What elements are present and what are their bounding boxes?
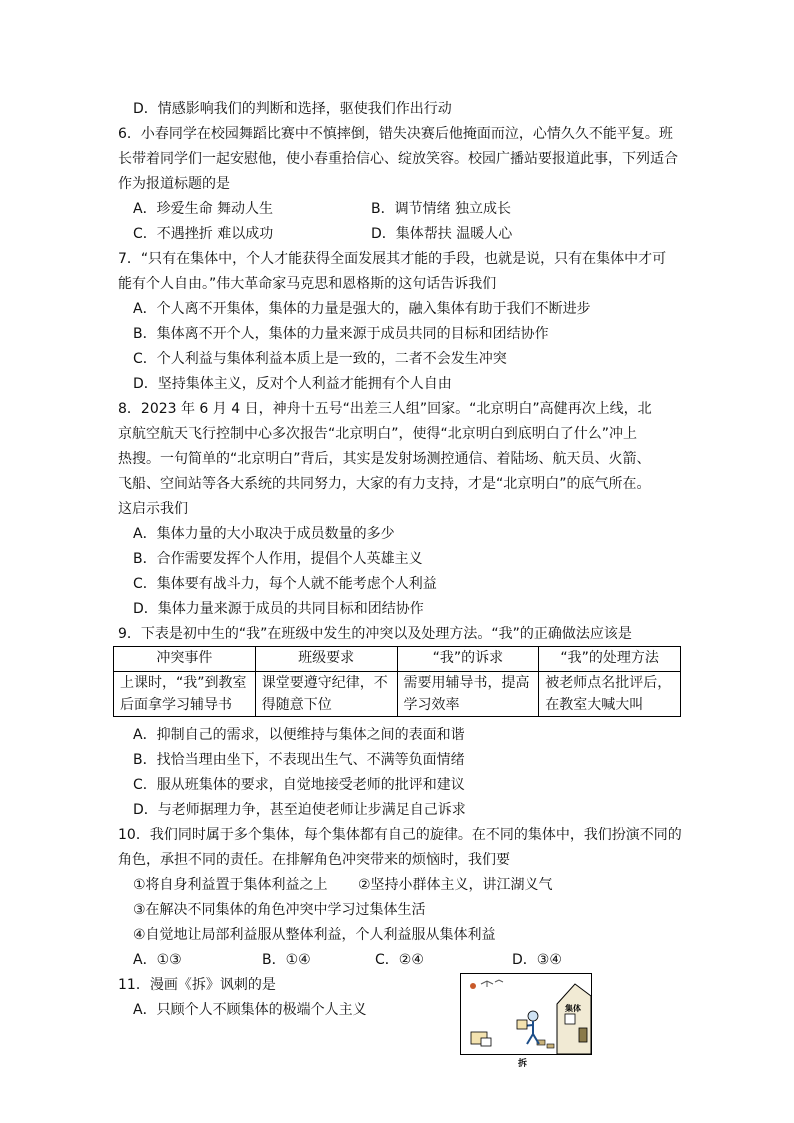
table-cell: 需要用辅导书，提高学习效率 — [397, 672, 539, 717]
q8-option-b: B．合作需要发挥个人作用，提倡个人英雄主义 — [133, 551, 423, 567]
q8-option-d: D．集体力量来源于成员的共同目标和团结协作 — [133, 601, 424, 617]
q5-option-d: D．情感影响我们的判断和选择，驱使我们作出行动 — [133, 101, 452, 117]
q6-option-d: D．集体帮扶 温暖人心 — [371, 226, 513, 242]
q10-option-b: B．①④ — [262, 952, 311, 968]
q7-stem-line2: 能有个人自由。”伟大革命家马克思和恩格斯的这句话告诉我们 — [118, 276, 497, 292]
table-cell: 上课时，“我”到教室后面拿学习辅导书 — [114, 672, 256, 717]
cartoon-building-label: 集体 — [565, 1004, 581, 1013]
q10-statement-4: ④自觉地让局部利益服从整体利益，个人利益服从集体利益 — [133, 927, 496, 943]
q11-stem: 11．漫画《拆》讽刺的是 — [118, 977, 276, 993]
q7-option-b: B．集体离不开个人，集体的力量来源于成员共同的目标和团结协作 — [133, 326, 549, 342]
q8-option-c: C．集体要有战斗力，每个人就不能考虑个人利益 — [133, 576, 437, 592]
table-cell: 课堂要遵守纪律，不得随意下位 — [255, 672, 397, 717]
q9-option-a: A．抑制自己的需求，以便维持与集体之间的表面和谐 — [133, 727, 465, 743]
q8-stem-line2: 京航空航天飞行控制中心多次报告“北京明白”，使得“北京明白到底明白了什么”冲上 — [118, 426, 638, 442]
table-header-row — [114, 647, 681, 672]
q10-option-d: D．③④ — [512, 952, 562, 968]
q6-stem-line2: 长带着同学们一起安慰他，使小春重拾信心、绽放笑容。校园广播站要报道此事，下列适合 — [118, 151, 678, 167]
table-header-cell: “我”的诉求 — [397, 647, 539, 672]
conflict-table — [113, 646, 681, 717]
table-header-cell: “我”的处理方法 — [539, 647, 681, 672]
q10-option-a: A．①③ — [133, 952, 182, 968]
q9-option-c: C．服从班集体的要求，自觉地接受老师的批评和建议 — [133, 777, 465, 793]
table-header-cell: 班级要求 — [255, 647, 397, 672]
q6-stem-line1: 6．小春同学在校园舞蹈比赛中不慎摔倒，错失决赛后他掩面而泣，心情久久不能平复。班 — [118, 126, 673, 142]
q8-stem-line1: 8．2023 年 6 月 4 日，神舟十五号“出差三人组”回家。“北京明白”高健再次上线，北 — [118, 401, 652, 417]
q7-stem-line1: 7．“只有在集体中，个人才能获得全面发展其才能的手段，也就是说，只有在集体中才可 — [118, 251, 667, 267]
q10-option-c: C．②④ — [375, 952, 424, 968]
q10-statement-3: ③在解决不同集体的角色冲突中学习过集体生活 — [133, 902, 426, 918]
q8-stem-line3: 热搜。一句简单的“北京明白”背后，其实是发射场测控通信、着陆场、航天员、火箭、 — [118, 451, 651, 467]
q10-stem-line1: 10．我们同时属于多个集体，每个集体都有自己的旋律。在不同的集体中，我们扮演不同的 — [118, 827, 682, 843]
q7-option-d: D．坚持集体主义，反对个人利益才能拥有个人自由 — [133, 376, 452, 392]
q8-stem-line4: 飞船、空间站等各大系统的共同努力，大家的有力支持，才是“北京明白”的底气所在。 — [118, 476, 651, 492]
q11-option-a: A．只顾个人不顾集体的极端个人主义 — [133, 1002, 367, 1018]
q8-stem-line5: 这启示我们 — [118, 501, 188, 517]
q6-option-c: C．不遇挫折 难以成功 — [133, 226, 274, 242]
q10-statement-2: ②坚持小群体主义，讲江湖义气 — [358, 877, 553, 893]
q8-option-a: A．集体力量的大小取决于成员数量的多少 — [133, 526, 395, 542]
q9-option-b: B．找恰当理由坐下，不表现出生气、不满等负面情绪 — [133, 752, 465, 768]
q9-stem: 9．下表是初中生的“我”在班级中发生的冲突以及处理方法。“我”的正确做法应该是 — [118, 626, 632, 642]
q6-option-b: B．调节情绪 独立成长 — [371, 201, 512, 217]
q7-option-a: A．个人离不开集体，集体的力量是强大的，融入集体有助于我们不断进步 — [133, 301, 591, 317]
q9-option-d: D．与老师据理力争，甚至迫使老师让步满足自己诉求 — [133, 802, 466, 818]
table-header-cell: 冲突事件 — [114, 647, 256, 672]
table-cell: 被老师点名批评后，在教室大喊大叫 — [539, 672, 681, 717]
q6-stem-line3: 作为报道标题的是 — [118, 176, 230, 192]
q10-stem-line2: 角色，承担不同的责任。在排解角色冲突带来的烦恼时，我们要 — [118, 852, 510, 868]
q10-statement-1: ①将自身利益置于集体利益之上 — [133, 877, 328, 893]
q6-option-a: A．珍爱生命 舞动人生 — [133, 201, 274, 217]
cartoon-caption: 拆 — [518, 1059, 528, 1069]
cartoon-image — [460, 973, 592, 1055]
table-row — [114, 672, 681, 717]
q7-option-c: C．个人利益与集体利益本质上是一致的，二者不会发生冲突 — [133, 351, 507, 367]
